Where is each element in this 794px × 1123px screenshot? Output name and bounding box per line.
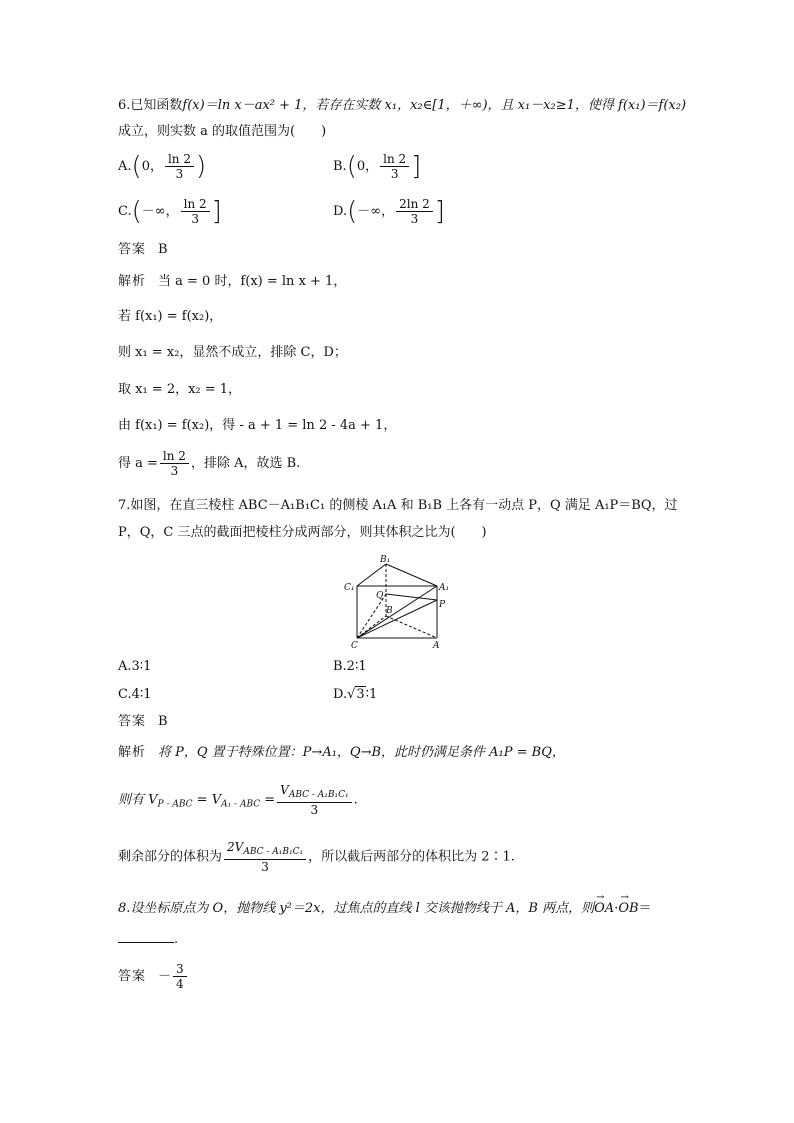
q6-option-a-left: 0， <box>141 159 163 174</box>
q7-sol3-num-v: 2V <box>227 840 244 854</box>
q8-stem-line1 <box>118 900 652 918</box>
q6-option-b-fraction <box>380 152 409 181</box>
q7-sol3-fraction <box>224 840 306 874</box>
q7-option-d: D.√3∶1 <box>333 687 378 702</box>
q6-solution-line4: 取 x₁ = 2，x₂ = 1， <box>118 382 242 397</box>
q8-answer-den: 4 <box>176 977 184 991</box>
q8-vector-ob: → OB <box>618 900 638 918</box>
close-paren: ) <box>195 151 207 182</box>
q7-solution-line1 <box>118 744 565 762</box>
q6-stem-text-b: f(x)＝ln x－ax² + 1，若存在实数 x₁，x₂∈[1，＋∞)，且 x₁－x₂≥1，使得 f(x₁)＝f(x₂) <box>182 98 687 113</box>
q6-option-b-left: 0， <box>356 159 379 174</box>
q6-stem-line2: 成立，则实数 a 的取值范围为( ) <box>118 124 327 139</box>
q6-option-d-left: －∞， <box>357 204 395 219</box>
q7-option-a: A.3∶1 <box>118 659 152 674</box>
q7-option-b: B.2∶1 <box>333 659 367 674</box>
open-paren: ( <box>347 196 358 227</box>
q7-option-d-label: D. <box>333 687 348 702</box>
q7-prism-figure <box>340 552 460 652</box>
q8-answer-num: 3 <box>173 962 187 977</box>
q8-answer-sign: － <box>158 969 172 984</box>
q6-option-a-den: 3 <box>175 167 184 181</box>
edge-q-p <box>386 594 437 600</box>
q8-dot: · <box>614 901 619 916</box>
q6-answer-label: 答案 <box>118 242 147 257</box>
q6-option-d-den: 3 <box>410 212 419 226</box>
q7-stem-line2: P，Q，C 三点的截面把棱柱分成两部分，则其体积之比为( ) <box>118 525 487 540</box>
q6-option-b-label: B. <box>333 159 347 174</box>
q6-option-a-label: A. <box>118 159 132 174</box>
q6-option-d-label: D. <box>333 204 348 219</box>
q6-option-d-num: 2ln 2 <box>396 197 433 212</box>
q6-option-c-left: －∞， <box>141 204 179 219</box>
q6-option-c-den: 3 <box>191 212 199 226</box>
close-bracket: ] <box>211 196 222 227</box>
open-paren: ( <box>346 151 357 182</box>
q8-answer-blank <box>118 930 174 943</box>
q6-option-d <box>333 197 445 226</box>
q6-option-c-fraction <box>181 197 210 226</box>
q7-sol2-num <box>277 783 351 803</box>
q6-stem-text-a: 已知函数 <box>130 98 183 113</box>
q7-sol2-c: = <box>260 792 276 808</box>
q6-solution-text1: 当 a = 0 时，f(x) = ln x + 1， <box>158 274 347 289</box>
q7-sol2-num-v: V <box>280 783 289 797</box>
q6-option-c-num: ln 2 <box>181 197 210 212</box>
label-p: P <box>439 600 446 610</box>
q7-sol2-num-sub: ABC - A₁B₁C₁ <box>288 790 349 800</box>
q6-option-b-num: ln 2 <box>380 152 409 167</box>
q7-sol3-den: 3 <box>261 860 269 874</box>
label-c: C <box>351 641 358 651</box>
q7-answer-value: B <box>158 714 168 729</box>
q7-option-d-ratio: ∶1 <box>365 687 378 702</box>
edge-c-a1 <box>357 586 437 638</box>
q7-sol2-sub2: A₁ - ABC <box>221 799 261 810</box>
q6-solution-line3: 则 x₁ = x₂，显然不成立，排除 C，D； <box>118 345 347 360</box>
edge-c-b-hidden <box>357 616 386 638</box>
edge-b1-c1 <box>357 564 386 586</box>
q7-option-c: C.4∶1 <box>118 687 152 702</box>
edge-b1-a1 <box>386 564 437 586</box>
q8-answer <box>118 962 189 991</box>
q6-solution-line2: 若 f(x₁) = f(x₂)， <box>118 309 223 324</box>
q8-equals: ＝ <box>638 901 652 916</box>
q6-solution-line5: 由 f(x₁) = f(x₂)，得 - a + 1 = ln 2 - 4a + 1， <box>118 418 397 433</box>
q7-sol3-a: 剩余部分的体积为 <box>118 849 223 865</box>
q6-option-c-label: C. <box>118 204 132 219</box>
q7-solution-line2 <box>118 783 358 817</box>
q6-option-b-den: 3 <box>390 167 399 181</box>
q7-solution-label: 解析 <box>118 745 147 760</box>
q8-vector-oa: → OA <box>594 900 614 918</box>
q7-solution-line3 <box>118 840 515 874</box>
q7-stem-line1: 7.如图，在直三棱柱 ABC－A₁B₁C₁ 的侧棱 A₁A 和 B₁B 上各有一动点 P，Q 满足 A₁P＝BQ，过 <box>118 498 678 513</box>
q7-solution-text1: 将 P，Q 置于特殊位置：P→A₁，Q→B，此时仍满足条件 A₁P = BQ， <box>158 745 565 760</box>
q7-sol2-fraction <box>277 783 351 817</box>
q6-stem-line1 <box>118 97 686 115</box>
close-bracket: ] <box>411 151 422 182</box>
edge-b-a-hidden <box>386 616 437 638</box>
q6-option-c <box>118 197 222 226</box>
q7-sol2-a: 则有 V <box>118 792 158 808</box>
q6-solution-line1 <box>118 273 346 291</box>
q7-sol2-den: 3 <box>310 803 319 817</box>
q8-answer-fraction <box>173 962 187 991</box>
close-bracket: ] <box>434 196 445 227</box>
label-c1: C₁ <box>344 583 355 593</box>
q8-stem-line2 <box>118 930 178 949</box>
q6-solution6-a: 得 a = <box>118 456 158 471</box>
q7-sol2-sub1: P - ABC <box>157 799 193 810</box>
q7-answer-label: 答案 <box>118 714 147 729</box>
q7-answer <box>118 713 168 731</box>
q6-option-a <box>118 152 206 181</box>
q7-sol3-b: ，所以截后两部分的体积比为 2∶1. <box>308 849 515 865</box>
q7-sol2-b: = V <box>192 792 222 808</box>
q7-sol3-num-sub: ABC - A₁B₁C₁ <box>243 847 304 857</box>
q6-option-b <box>333 152 421 181</box>
q6-option-d-fraction <box>396 197 433 226</box>
label-a1: A₁ <box>439 583 450 593</box>
label-b1: B₁ <box>380 555 391 565</box>
q8-period: . <box>174 932 179 947</box>
q6-solution6-den: 3 <box>170 464 179 478</box>
q6-number: 6. <box>118 98 131 113</box>
q6-answer <box>118 241 168 259</box>
open-paren: ( <box>131 151 142 182</box>
open-paren: ( <box>131 196 142 227</box>
q6-answer-value: B <box>158 242 168 257</box>
q6-solution-label: 解析 <box>118 274 147 289</box>
q7-sol3-num <box>224 840 306 860</box>
label-b: B <box>386 606 393 616</box>
q6-solution-line6 <box>118 449 300 478</box>
q6-solution6-b: ，排除 A，故选 B. <box>190 456 301 471</box>
q6-option-a-fraction <box>165 152 194 181</box>
q6-solution6-fraction <box>160 449 189 478</box>
q6-solution6-num: ln 2 <box>160 449 189 464</box>
q7-sol2-end: . <box>353 792 358 808</box>
label-a: A <box>433 641 440 651</box>
label-q: Q <box>376 591 384 601</box>
q8-answer-label: 答案 <box>118 969 147 984</box>
q6-option-a-num: ln 2 <box>165 152 194 167</box>
q7-option-d-sqrt: 3 <box>356 687 365 702</box>
q8-stem-text: 8.设坐标原点为 O，抛物线 y²＝2x，过焦点的直线 l 交该抛物线于 A，B 两点，则 <box>118 901 595 916</box>
